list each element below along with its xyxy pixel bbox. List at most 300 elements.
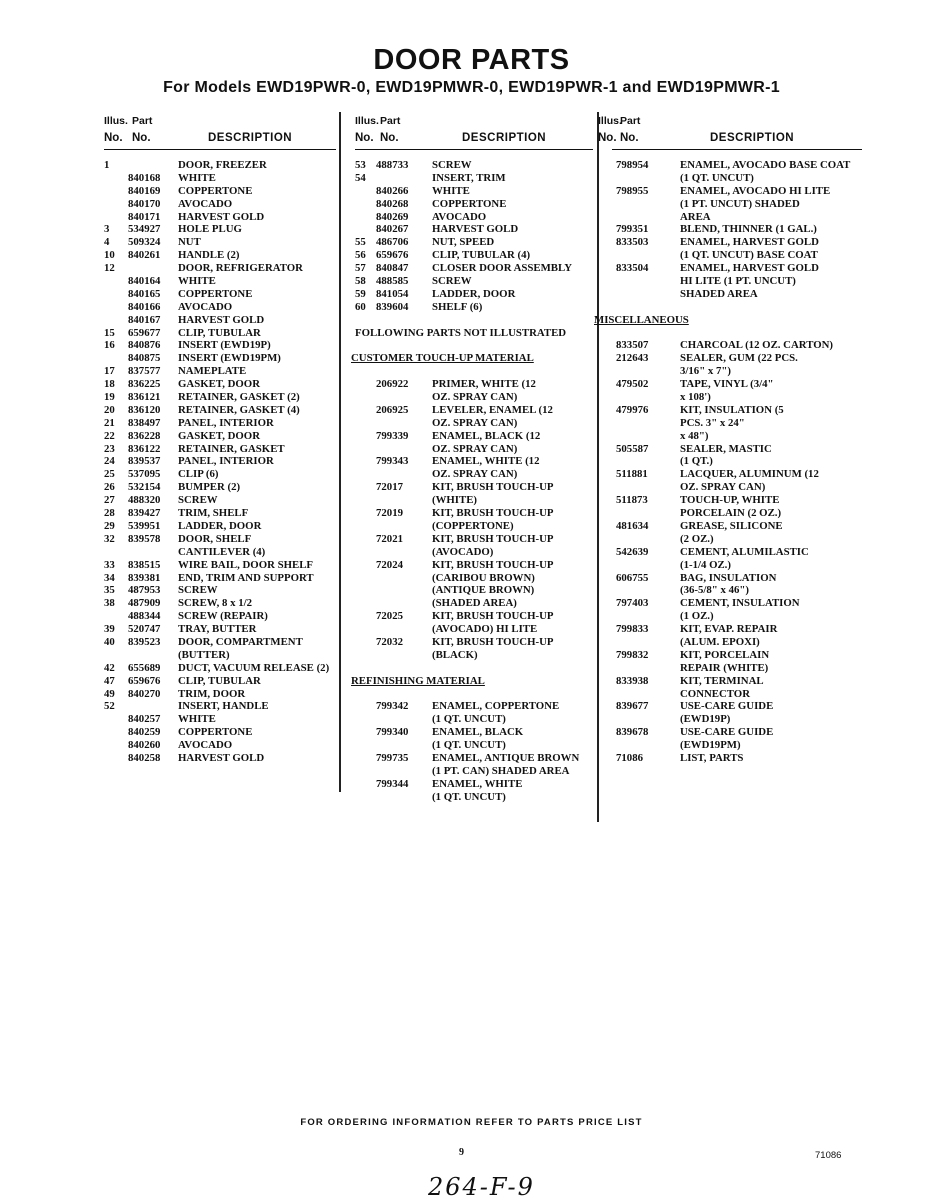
part-description: (EWD19P) — [680, 713, 731, 726]
part-description: (1 QT. UNCUT) — [432, 790, 506, 803]
part-description: LACQUER, ALUMINUM (12 — [680, 468, 819, 481]
part-description: TOUCH-UP, WHITE — [680, 494, 780, 507]
table-row — [104, 327, 336, 340]
table-row — [355, 791, 593, 804]
illus-no: 4 — [104, 236, 110, 249]
table-row — [355, 494, 593, 507]
illus-no: 23 — [104, 442, 115, 455]
table-row — [355, 559, 593, 572]
part-description: ENAMEL, WHITE — [432, 777, 523, 790]
header-no: No. — [104, 132, 123, 144]
table-row — [355, 417, 593, 430]
part-description: (1 QT. UNCUT) — [432, 739, 506, 752]
part-description: CANTILEVER (4) — [178, 545, 266, 558]
part-no: 606755 — [616, 571, 649, 584]
table-row — [355, 481, 593, 494]
part-description: KIT, EVAP. REPAIR — [680, 623, 778, 636]
part-description: DOOR, SHELF — [178, 532, 252, 545]
table-row — [612, 236, 862, 249]
part-description: SEALER, GUM (22 PCS. — [680, 352, 798, 365]
part-description: (WHITE) — [432, 494, 477, 507]
part-no: 840266 — [376, 184, 409, 197]
table-row — [355, 443, 593, 456]
part-description: SCREW — [432, 159, 472, 171]
blank-line — [612, 301, 862, 314]
part-no: 840270 — [128, 687, 161, 700]
header-no: No. — [598, 132, 617, 144]
section-heading — [351, 674, 593, 688]
part-no: 840171 — [128, 210, 161, 223]
part-description: WHITE — [178, 171, 216, 184]
part-description: x 108') — [680, 391, 711, 404]
table-row — [104, 739, 336, 752]
part-description: USE-CARE GUIDE — [680, 726, 774, 739]
table-row — [612, 430, 862, 443]
part-no: 840847 — [376, 262, 409, 275]
document-code: 71086 — [815, 1150, 842, 1161]
table-row — [104, 559, 336, 572]
header-illus: Illus. — [104, 115, 128, 127]
table-row — [612, 159, 862, 172]
illus-no: 12 — [104, 262, 115, 275]
table-row — [104, 198, 336, 211]
blank-line — [355, 662, 593, 675]
part-description: OZ. SPRAY CAN) — [680, 481, 766, 494]
part-description: (1 PT. UNCUT) SHADED — [680, 197, 800, 210]
column-divider — [339, 112, 341, 792]
table-row — [104, 339, 336, 352]
table-row — [104, 185, 336, 198]
part-no: 798955 — [616, 184, 649, 197]
header-description: DESCRIPTION — [710, 132, 795, 144]
table-row — [104, 610, 336, 623]
table-row — [104, 468, 336, 481]
part-no: 799351 — [616, 223, 649, 236]
table-row — [104, 391, 336, 404]
part-no: 655689 — [128, 661, 161, 674]
table-row — [612, 649, 862, 662]
part-no: 840267 — [376, 223, 409, 236]
part-description: TRIM, SHELF — [178, 507, 249, 520]
part-description: CLIP, TUBULAR — [178, 674, 261, 687]
part-description: COPPERTONE — [178, 726, 253, 739]
part-description: ENAMEL, AVOCADO BASE COAT — [680, 159, 851, 171]
section-heading — [594, 313, 862, 327]
part-no: 840875 — [128, 352, 161, 365]
table-row — [612, 417, 862, 430]
header-description: DESCRIPTION — [208, 132, 293, 144]
table-row — [612, 494, 862, 507]
part-no: 839523 — [128, 635, 161, 648]
table-row — [612, 726, 862, 739]
part-description: TRAY, BUTTER — [178, 623, 257, 636]
part-description: SHELF (6) — [432, 300, 483, 313]
table-row — [355, 211, 593, 224]
table-row — [104, 584, 336, 597]
table-row — [104, 236, 336, 249]
part-no: 836122 — [128, 442, 161, 455]
part-no: 833507 — [616, 339, 649, 352]
part-no: 511873 — [616, 494, 648, 507]
part-description: (1 QT. UNCUT) — [680, 171, 754, 184]
table-row — [612, 546, 862, 559]
part-description: NAMEPLATE — [178, 365, 247, 378]
table-row — [612, 378, 862, 391]
part-description: SCREW, 8 x 1/2 — [178, 597, 252, 610]
illus-no: 26 — [104, 481, 115, 494]
part-no: 799343 — [376, 455, 409, 468]
table-row — [612, 185, 862, 198]
note-text: FOLLOWING PARTS NOT ILLUSTRATED — [355, 326, 567, 339]
table-row — [355, 739, 593, 752]
illus-no: 57 — [355, 262, 366, 275]
part-description: DOOR, FREEZER — [178, 159, 267, 171]
table-row — [355, 507, 593, 520]
part-description: DOOR, REFRIGERATOR — [178, 262, 303, 275]
part-description: PORCELAIN (2 OZ.) — [680, 507, 782, 520]
part-no: 839604 — [376, 300, 409, 313]
table-row — [355, 623, 593, 636]
illus-no: 16 — [104, 339, 115, 352]
table-row — [104, 713, 336, 726]
part-no: 212643 — [616, 352, 649, 365]
column-header — [355, 113, 593, 150]
illus-no: 47 — [104, 674, 115, 687]
table-row — [612, 352, 862, 365]
table-row — [355, 752, 593, 765]
table-row — [104, 262, 336, 275]
illus-no: 58 — [355, 275, 366, 288]
illus-no: 33 — [104, 558, 115, 571]
part-description: (1 QT. UNCUT) BASE COAT — [680, 249, 818, 262]
table-row — [104, 301, 336, 314]
table-row — [355, 404, 593, 417]
table-row — [104, 172, 336, 185]
part-no: 836120 — [128, 403, 161, 416]
part-no: 487953 — [128, 584, 161, 597]
table-row — [355, 185, 593, 198]
part-no: 838515 — [128, 558, 161, 571]
part-description: KIT, PORCELAIN — [680, 648, 770, 661]
table-row — [355, 391, 593, 404]
table-row — [104, 546, 336, 559]
illus-no: 19 — [104, 391, 115, 404]
table-row — [612, 520, 862, 533]
page-title: DOOR PARTS — [373, 44, 570, 76]
part-no: 840167 — [128, 313, 161, 326]
part-no: 488344 — [128, 610, 161, 623]
part-no: 486706 — [376, 236, 409, 249]
page-number: 9 — [459, 1147, 464, 1158]
table-row — [612, 623, 862, 636]
illus-no: 53 — [355, 159, 366, 171]
part-description: TRIM, DOOR — [178, 687, 246, 700]
table-row — [612, 559, 862, 572]
illus-no: 52 — [104, 700, 115, 713]
part-description: DUCT, VACUUM RELEASE (2) — [178, 661, 330, 674]
part-description: (1 QT. UNCUT) — [432, 713, 506, 726]
part-description: CLIP, TUBULAR (4) — [432, 249, 531, 262]
part-no: 479976 — [616, 403, 649, 416]
part-no: 840166 — [128, 300, 161, 313]
illus-no: 24 — [104, 455, 115, 468]
illus-no: 32 — [104, 532, 115, 545]
table-row — [612, 713, 862, 726]
part-no: 840258 — [128, 751, 161, 764]
part-no: 836121 — [128, 391, 161, 404]
header-no: No. — [380, 132, 399, 144]
illus-no: 35 — [104, 584, 115, 597]
part-no: 542639 — [616, 545, 649, 558]
table-row — [612, 533, 862, 546]
part-no: 534927 — [128, 223, 161, 236]
part-description: ENAMEL, BLACK (12 — [432, 429, 541, 442]
part-description: INSERT, TRIM — [432, 171, 506, 184]
part-description: (BUTTER) — [178, 648, 230, 661]
table-row — [355, 236, 593, 249]
part-description: HARVEST GOLD — [178, 313, 265, 326]
table-row — [104, 430, 336, 443]
part-no: 532154 — [128, 481, 161, 494]
ordering-footer: FOR ORDERING INFORMATION REFER TO PARTS PRICE LIST — [300, 1117, 643, 1128]
table-row — [355, 455, 593, 468]
part-no: 488585 — [376, 275, 409, 288]
part-no: 836228 — [128, 429, 161, 442]
part-description: AVOCADO — [178, 300, 233, 313]
illus-no: 28 — [104, 507, 115, 520]
part-no: 838497 — [128, 416, 161, 429]
part-description: REPAIR (WHITE) — [680, 661, 769, 674]
table-row — [355, 572, 593, 585]
part-description: INSERT (EWD19P) — [178, 339, 271, 352]
part-description: HANDLE (2) — [178, 249, 240, 262]
part-description: CONNECTOR — [680, 687, 750, 700]
part-description: LEVELER, ENAMEL (12 — [432, 403, 553, 416]
part-no: 71086 — [616, 751, 643, 764]
part-no: 840165 — [128, 287, 161, 300]
blank-line — [355, 365, 593, 378]
table-row — [104, 211, 336, 224]
part-description: OZ. SPRAY CAN) — [432, 442, 518, 455]
part-description: NUT, SPEED — [432, 236, 495, 249]
illus-no: 42 — [104, 661, 115, 674]
parts-list — [351, 159, 593, 804]
heading-text: CUSTOMER TOUCH-UP MATERIAL — [351, 352, 534, 365]
part-description: (1 PT. CAN) SHADED AREA — [432, 764, 570, 777]
table-row — [355, 610, 593, 623]
section-note — [355, 327, 593, 340]
column-header — [104, 113, 336, 150]
table-row — [104, 404, 336, 417]
part-no: 840170 — [128, 197, 161, 210]
table-row — [612, 584, 862, 597]
part-no: 840876 — [128, 339, 161, 352]
blank-line — [355, 339, 593, 352]
illus-no: 22 — [104, 429, 115, 442]
part-description: (COPPERTONE) — [432, 519, 514, 532]
illus-no: 27 — [104, 494, 115, 507]
part-description: GASKET, DOOR — [178, 429, 260, 442]
part-no: 839678 — [616, 726, 649, 739]
part-description: KIT, BRUSH TOUCH-UP — [432, 558, 554, 571]
part-no: 799832 — [616, 648, 649, 661]
part-no: 206922 — [376, 378, 409, 391]
table-row — [104, 417, 336, 430]
part-description: PCS. 3" x 24" — [680, 416, 745, 429]
header-no: No. — [620, 132, 639, 144]
part-description: (1 QT.) — [680, 455, 713, 468]
part-description: KIT, BRUSH TOUCH-UP — [432, 532, 554, 545]
part-no: 659676 — [128, 674, 161, 687]
table-row — [355, 778, 593, 791]
part-description: ENAMEL, WHITE (12 — [432, 455, 540, 468]
header-part: Part — [620, 115, 641, 127]
part-description: (1 OZ.) — [680, 610, 714, 623]
part-description: (ALUM. EPOXI) — [680, 635, 760, 648]
table-row — [355, 262, 593, 275]
part-description: CLOSER DOOR ASSEMBLY — [432, 262, 573, 275]
part-description: (ANTIQUE BROWN) — [432, 584, 535, 597]
table-row — [612, 455, 862, 468]
table-row — [612, 739, 862, 752]
illus-no: 55 — [355, 236, 366, 249]
part-description: CHARCOAL (12 OZ. CARTON) — [680, 339, 833, 352]
part-description: KIT, BRUSH TOUCH-UP — [432, 507, 554, 520]
table-row — [355, 726, 593, 739]
table-row — [612, 172, 862, 185]
part-description: (AVOCADO) — [432, 545, 494, 558]
part-description: CLIP, TUBULAR — [178, 326, 261, 339]
part-no: 799342 — [376, 700, 409, 713]
parts-list — [104, 159, 336, 765]
table-row — [104, 675, 336, 688]
illus-no: 59 — [355, 287, 366, 300]
part-no: 840168 — [128, 171, 161, 184]
table-row — [612, 275, 862, 288]
part-description: DOOR, COMPARTMENT — [178, 635, 303, 648]
table-row — [104, 494, 336, 507]
part-description: KIT, INSULATION (5 — [680, 403, 784, 416]
part-description: KIT, TERMINAL — [680, 674, 764, 687]
part-description: PRIMER, WHITE (12 — [432, 378, 536, 391]
illus-no: 60 — [355, 300, 366, 313]
table-row — [355, 765, 593, 778]
part-description: TAPE, VINYL (3/4" — [680, 378, 774, 391]
part-no: 72021 — [376, 532, 403, 545]
header-illus: Illus. — [355, 115, 379, 127]
part-description: LADDER, DOOR — [178, 519, 262, 532]
part-description: RETAINER, GASKET (4) — [178, 403, 300, 416]
part-description: 3/16" x 7") — [680, 365, 731, 378]
part-no: 799735 — [376, 751, 409, 764]
part-no: 799833 — [616, 623, 649, 636]
illus-no: 39 — [104, 623, 115, 636]
part-no: 839677 — [616, 700, 649, 713]
table-row — [104, 662, 336, 675]
table-row — [104, 352, 336, 365]
part-description: x 48") — [680, 429, 709, 442]
table-row — [104, 507, 336, 520]
table-row — [104, 481, 336, 494]
part-no: 537095 — [128, 468, 161, 481]
table-row — [612, 391, 862, 404]
table-row — [612, 223, 862, 236]
part-description: SCREW — [178, 584, 218, 597]
table-row — [104, 365, 336, 378]
part-no: 840268 — [376, 197, 409, 210]
page-subtitle: For Models EWD19PWR-0, EWD19PMWR-0, EWD19PWR-1 and EWD19PMWR-1 — [163, 79, 780, 96]
part-description: GREASE, SILICONE — [680, 519, 783, 532]
part-description: KIT, BRUSH TOUCH-UP — [432, 481, 554, 494]
part-description: KIT, BRUSH TOUCH-UP — [432, 635, 554, 648]
table-row — [612, 610, 862, 623]
part-no: 833503 — [616, 236, 649, 249]
header-illus: Illus. — [598, 115, 622, 127]
table-row — [612, 468, 862, 481]
table-row — [355, 533, 593, 546]
part-description: ENAMEL, AVOCADO HI LITE — [680, 184, 831, 197]
part-description: HARVEST GOLD — [432, 223, 519, 236]
illus-no: 49 — [104, 687, 115, 700]
table-row — [612, 636, 862, 649]
part-description: HARVEST GOLD — [178, 210, 265, 223]
illus-no: 1 — [104, 159, 110, 171]
part-no: 72032 — [376, 635, 403, 648]
part-no: 72017 — [376, 481, 403, 494]
table-row — [355, 546, 593, 559]
part-description: HOLE PLUG — [178, 223, 242, 236]
table-row — [612, 365, 862, 378]
table-row — [355, 430, 593, 443]
illus-no: 38 — [104, 597, 115, 610]
part-description: CLIP (6) — [178, 468, 219, 481]
part-description: CEMENT, INSULATION — [680, 597, 800, 610]
illus-no: 29 — [104, 519, 115, 532]
part-no: 659677 — [128, 326, 161, 339]
part-description: (EWD19PM) — [680, 739, 741, 752]
table-row — [612, 443, 862, 456]
part-description: AVOCADO — [432, 210, 487, 223]
header-description: DESCRIPTION — [462, 132, 547, 144]
part-description: RETAINER, GASKET (2) — [178, 391, 300, 404]
part-no: 833504 — [616, 262, 649, 275]
part-description: SCREW — [178, 494, 218, 507]
part-description: ENAMEL, HARVEST GOLD — [680, 262, 819, 275]
blank-line — [612, 327, 862, 340]
part-description: LADDER, DOOR — [432, 287, 516, 300]
part-description: WHITE — [178, 713, 216, 726]
column-divider — [597, 112, 599, 822]
table-row — [355, 636, 593, 649]
handwritten-note: 264-F-9 — [428, 1173, 535, 1201]
table-row — [104, 636, 336, 649]
table-row — [355, 597, 593, 610]
part-no: 72025 — [376, 610, 403, 623]
table-row — [355, 584, 593, 597]
illus-no: 10 — [104, 249, 115, 262]
table-row — [612, 688, 862, 701]
table-row — [104, 726, 336, 739]
part-description: COPPERTONE — [432, 197, 507, 210]
part-no: 505587 — [616, 442, 649, 455]
part-description: USE-CARE GUIDE — [680, 700, 774, 713]
table-row — [104, 455, 336, 468]
table-row — [612, 198, 862, 211]
part-description: (AVOCADO) HI LITE — [432, 623, 538, 636]
part-description: (36-5/8" x 46") — [680, 584, 749, 597]
heading-text: MISCELLANEOUS — [594, 313, 689, 326]
part-no: 797403 — [616, 597, 649, 610]
